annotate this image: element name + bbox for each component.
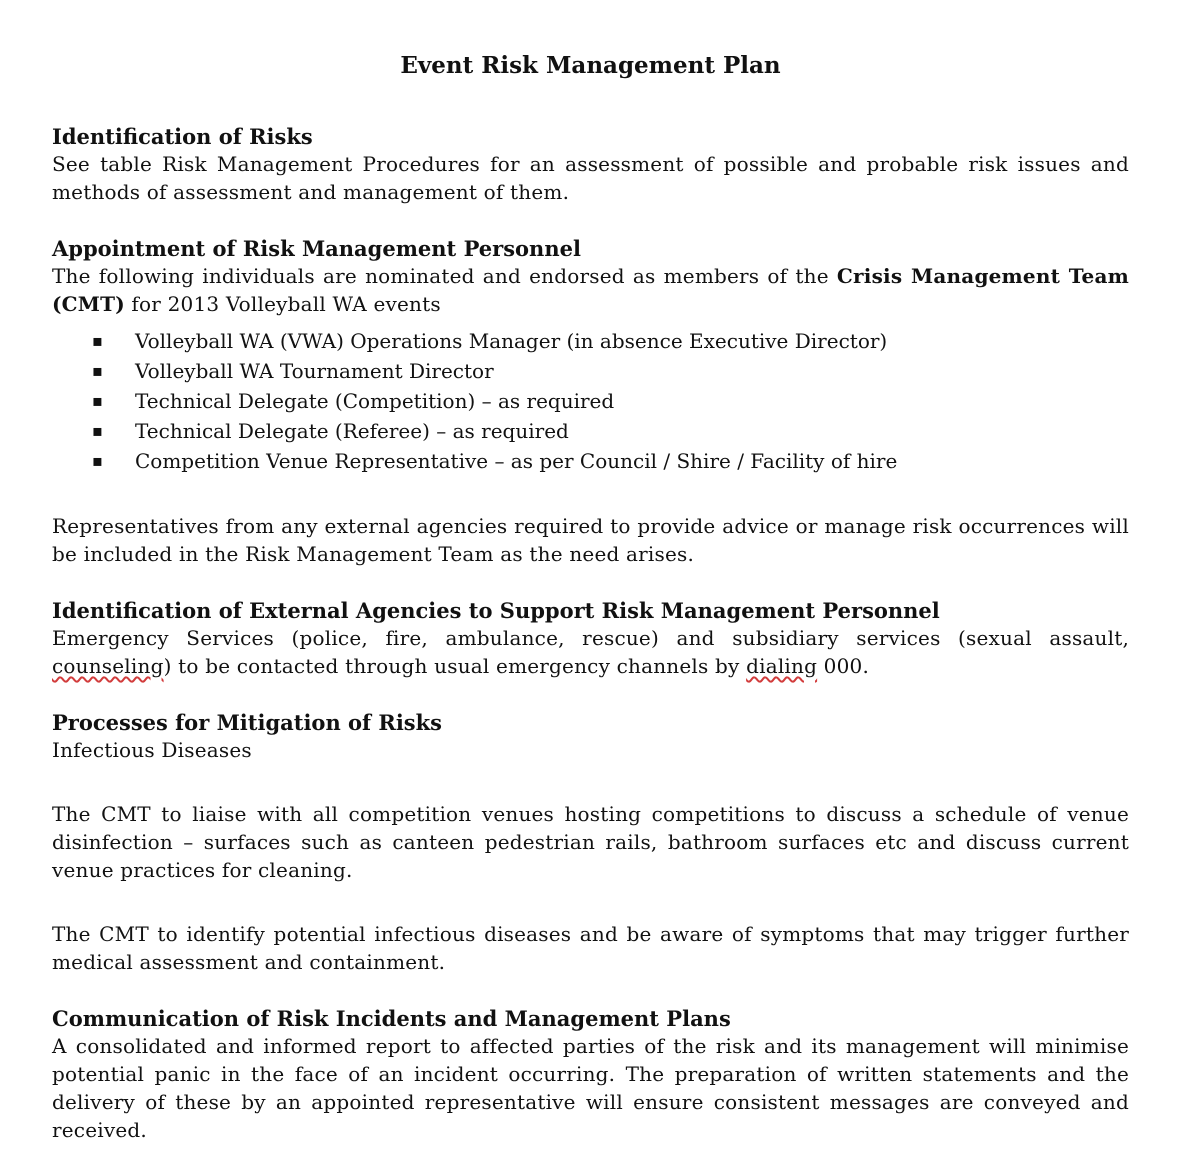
section-appointment — [52, 236, 1129, 568]
section-external-agencies — [52, 598, 1129, 680]
spellcheck-word: counseling — [52, 654, 164, 678]
list-item-text: Volleyball WA (VWA) Operations Manager (in absence Executive Director) — [135, 329, 888, 353]
personnel-list — [52, 326, 1129, 476]
section-heading: Communication of Risk Incidents and Management Plans — [52, 1006, 731, 1031]
list-item-text: Competition Venue Representative – as per Council / Shire / Facility of hire — [135, 449, 898, 473]
mitigation-paragraph: The CMT to liaise with all competition venues hosting competitions to discuss a schedule of venue disinfection – surfaces such as canteen pedestrian rails, bathroom surfaces etc and discuss current venue practices for cleaning. — [52, 802, 1129, 882]
intro-text: for 2013 Volleyball WA events — [124, 292, 441, 316]
section-heading: Identification of External Agencies to Support Risk Management Personnel — [52, 598, 940, 623]
text-run: 000. — [817, 654, 869, 678]
text-run: ) to be contacted through usual emergency channels by — [163, 654, 747, 678]
intro-text: The following individuals are nominated and endorsed as members of the — [52, 264, 837, 288]
list-item — [52, 416, 1129, 446]
spellcheck-word: dialing — [746, 654, 818, 678]
list-item — [52, 356, 1129, 386]
text-run: Emergency Services (police, fire, ambulance, rescue) and subsidiary services (sexual assault, — [52, 626, 1129, 650]
section-communication — [52, 1006, 1129, 1144]
square-bullet-icon: ▪ — [92, 391, 103, 410]
section-identification — [52, 124, 1129, 206]
section-text — [52, 624, 1129, 680]
section-text: A consolidated and informed report to affected parties of the risk and its management will minimise potential panic in the face of an incident occurring. The preparation of written statements and the delivery of these by an appointed representative will ensure consistent messages are conveyed and received. — [52, 1034, 1129, 1142]
appointment-intro — [52, 262, 1129, 318]
section-heading: Identification of Risks — [52, 124, 313, 149]
document-page — [52, 50, 1129, 1174]
list-item-text: Volleyball WA Tournament Director — [135, 359, 494, 383]
mitigation-paragraph: The CMT to identify potential infectious diseases and be aware of symptoms that may trigger further medical assessment and containment. — [52, 922, 1129, 974]
section-subheading: Infectious Diseases — [52, 738, 252, 762]
square-bullet-icon: ▪ — [92, 361, 103, 380]
section-mitigation — [52, 710, 1129, 976]
section-heading: Processes for Mitigation of Risks — [52, 710, 442, 735]
list-item-text: Technical Delegate (Competition) – as required — [135, 389, 615, 413]
list-item — [52, 446, 1129, 476]
list-item — [52, 386, 1129, 416]
square-bullet-icon: ▪ — [92, 451, 103, 470]
list-item-text: Technical Delegate (Referee) – as required — [135, 419, 569, 443]
appointment-closing: Representatives from any external agencies required to provide advice or manage risk occurrences will be included in the Risk Management Team as the need arises. — [52, 514, 1129, 566]
list-item — [52, 326, 1129, 356]
section-text: See table Risk Management Procedures for an assessment of possible and probable risk issues and methods of assessment and management of them. — [52, 152, 1129, 204]
square-bullet-icon: ▪ — [92, 331, 103, 350]
crisis-team-name: Crisis Management Team (CMT) — [52, 264, 1130, 316]
document-title: Event Risk Management Plan — [400, 52, 781, 79]
section-heading: Appointment of Risk Management Personnel — [52, 236, 581, 261]
square-bullet-icon: ▪ — [92, 421, 103, 440]
